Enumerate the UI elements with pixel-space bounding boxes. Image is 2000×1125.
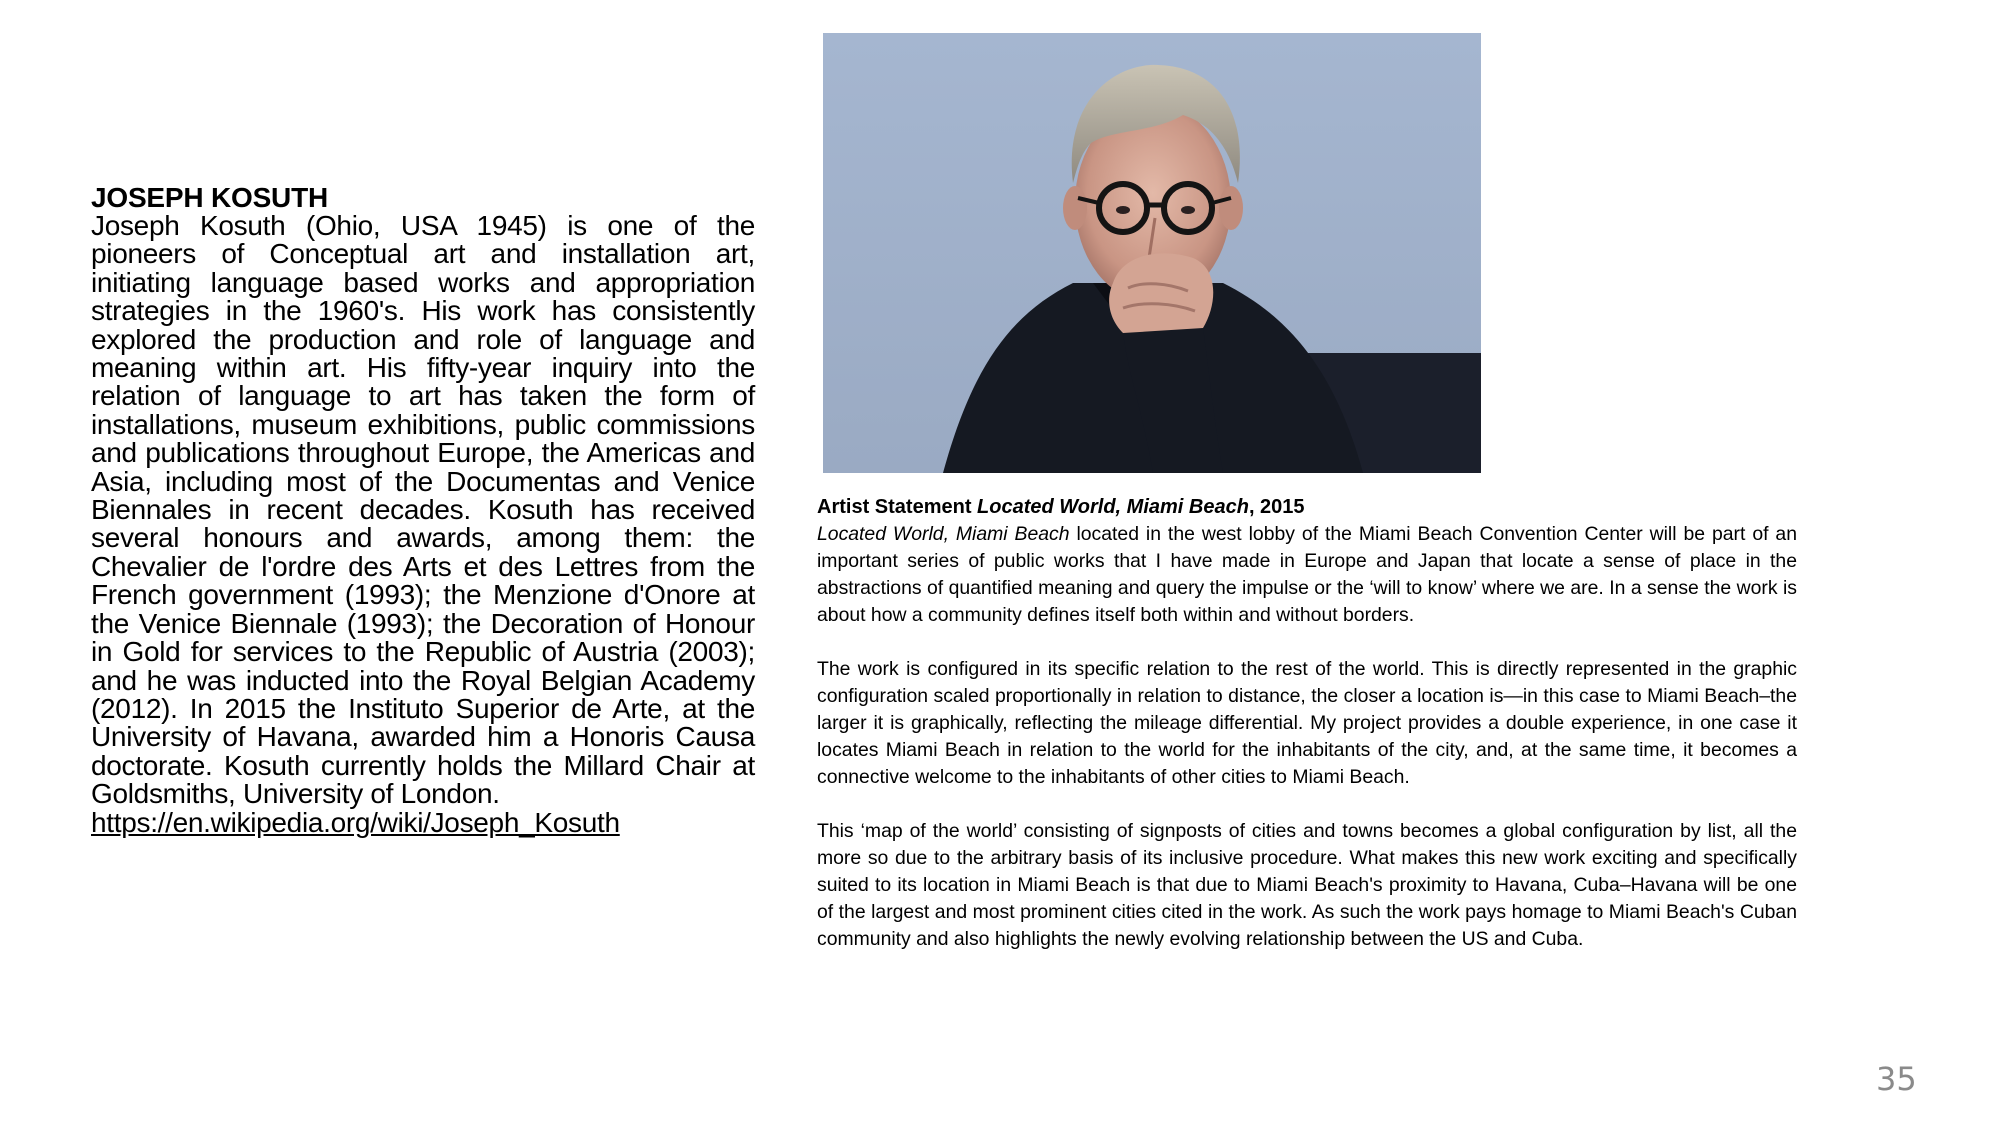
statement-paragraph-2: The work is configured in its specific relation to the rest of the world. This is directly represented in the graphic configuration scaled proportionally in relation to distance, the closer a location is—in this case to Miami Beach–the larger it is graphically, reflecting the mileage differential. My project provides a double experience, in one case it locates Miami Beach in relation to the world for the inhabitants of the city, and, at the same time, it becomes a connective welcome to the inhabitants of other cities to Miami Beach. <box>817 658 1797 788</box>
statement-title-work: Located World, Miami Beach <box>977 496 1249 518</box>
artist-bio <box>91 184 755 837</box>
statement-title <box>817 494 1797 521</box>
statement-title-prefix: Artist Statement <box>817 496 978 518</box>
statement-paragraph-3: This ‘map of the world’ consisting of signposts of cities and towns becomes a global configuration by list, all the more so due to the arbitrary basis of its inclusive procedure. What makes this new work exciting and specifically suited to its location in Miami Beach is that due to Miami Beach's proximity to Havana, Cuba–Havana will be one of the largest and most prominent cities cited in the work. As such the work pays homage to Miami Beach's Cuban community and also highlights the newly evolving relationship between the US and Cuba. <box>817 820 1797 950</box>
statement-paragraph-1-text: located in the west lobby of the Miami Beach Convention Center will be part of an important series of public works that I have made in Europe and Japan that locate a sense of place in the abstractions of quantified meaning and query the impulse or the ‘will to know’ where we are. In a sense the work is about how a community defines itself both within and without borders. <box>817 523 1797 626</box>
artist-bio-text: Joseph Kosuth (Ohio, USA 1945) is one of the pioneers of Conceptual art and installation art, initiating language based works and appropriation strategies in the 1960's. His work has consistently explored the production and role of language and meaning within art. His fifty-year inquiry into the relation of language to art has taken the form of installations, museum exhibitions, public commissions and publications throughout Europe, the Americas and Asia, including most of the Documentas and Venice Biennales in recent decades. Kosuth has received several honours and awards, among them: the Chevalier de l'ordre des Arts et des Lettres from the French government (1993); the Menzione d'Onore at the Venice Biennale (1993); the Decoration of Honour in Gold for services to the Republic of Austria (2003); and he was inducted into the Royal Belgian Academy (2012). In 2015 the Instituto Superior de Arte, at the University of Havana, awarded him a Honoris Causa doctorate. Kosuth currently holds the Millard Chair at Goldsmiths, University of London. <box>91 210 755 810</box>
statement-title-year: , 2015 <box>1248 496 1305 518</box>
wikipedia-link[interactable]: https://en.wikipedia.org/wiki/Joseph_Kosuth <box>91 806 620 838</box>
artist-portrait-photo <box>823 33 1481 473</box>
portrait-illustration <box>823 33 1481 473</box>
artist-name-heading: JOSEPH KOSUTH <box>91 182 328 213</box>
artist-statement <box>817 494 1797 980</box>
page-number: 35 <box>1876 1060 1917 1098</box>
statement-work-name: Located World, Miami Beach <box>817 523 1070 545</box>
statement-paragraph-1 <box>817 521 1797 629</box>
